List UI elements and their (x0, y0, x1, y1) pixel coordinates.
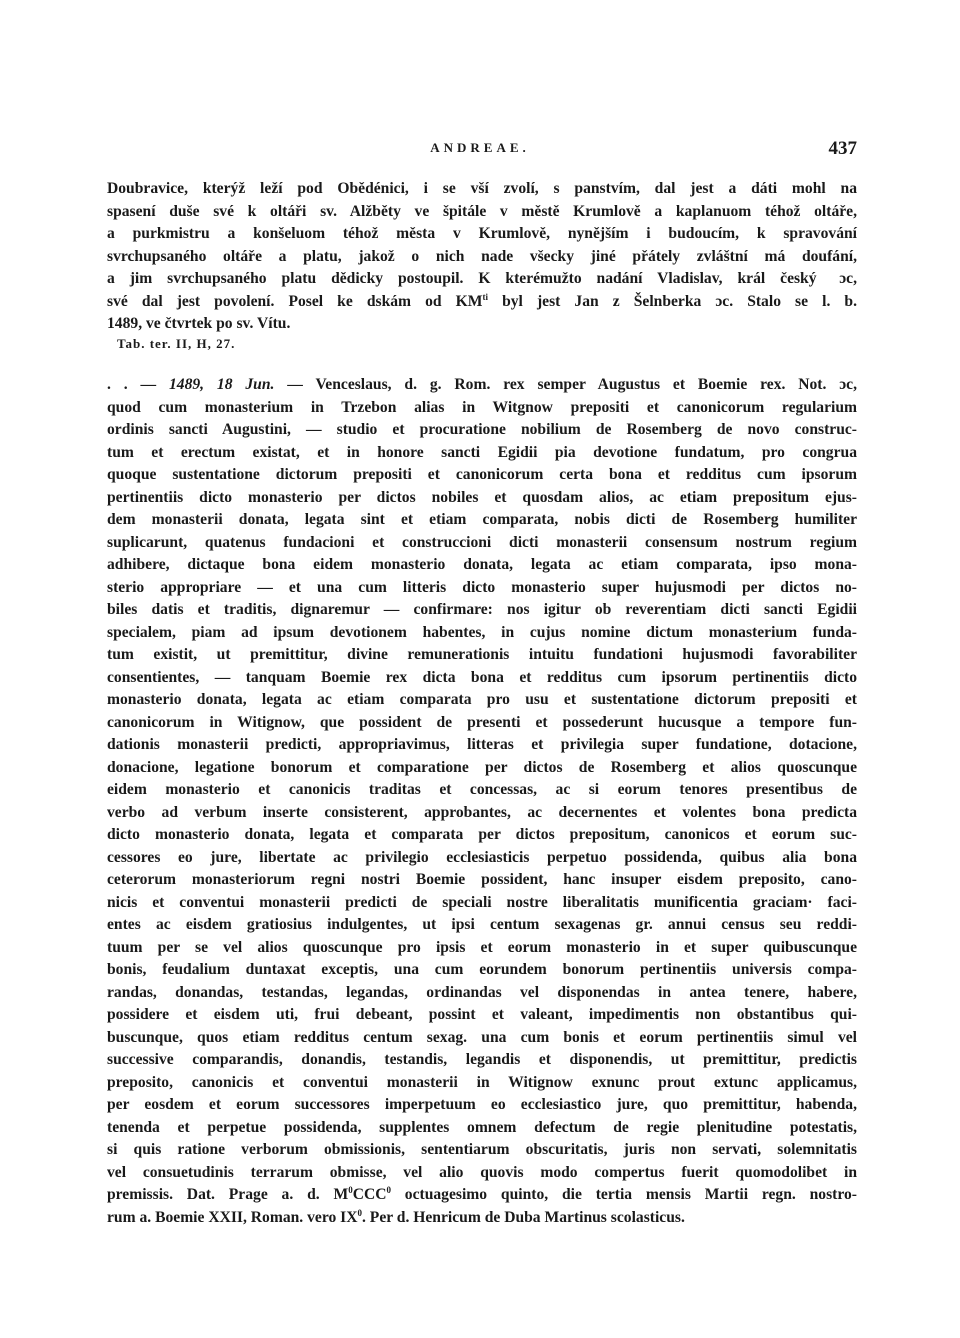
text-line: si quis ratione verborum obmissionis, sententiarum obscuritatis, juris non servati, solemnitatis (107, 1141, 857, 1158)
text-line: biles datis et traditis, dignaremur — confirmare: nos igitur ob reverentiam dicti sancti Egidii (107, 601, 857, 618)
text-line (107, 291, 857, 314)
superscript: 0 (348, 1185, 353, 1195)
text-line: donacione, legatione bonorum et comparatione per dictos de Rosemberg et alios quoscunque (107, 758, 857, 776)
text-line: Doubravice, kterýž leží pod Obědénici, i se vší zvolí, s panstvím, dal jest a dáti mohl na (107, 180, 857, 197)
running-title: ANDREAE. (430, 140, 530, 155)
text-line: preposito, canonicis et conventui monasterii in Witignow exnunc prout extunc applicamus, (107, 1073, 857, 1091)
text-segment: své dal jest povolení. Posel ke dskám od KM (107, 292, 483, 310)
text-line: a jim svrchupsaného platu dědicky postoupil. K kterémužto nadání Vladislav, král český ɔc, (107, 270, 857, 287)
text-line: tum existit, ut premittitur, divine remunerationis intuitu fundationi hujusmodi favorabiliter (107, 646, 857, 663)
text-line: possidere et eisdem uti, frui debeant, possint et valeant, impedimentis non obstantibus qui- (107, 1006, 857, 1023)
text-segment: CCC (352, 1186, 387, 1203)
text-line: pertinentiis dicto monasterio per dictos nobiles et quosdam alios, ac etiam prepositum ejus- (107, 488, 857, 506)
text-line: randas, donandas, testandas, legandas, ordinandas vel disponendas in antea tenere, habere, (107, 983, 857, 1001)
lead-dots: . . — (107, 376, 169, 393)
text-line: eidem monasterio et canonicis traditas et concessas, ac si eorum tenores presentibus de (107, 781, 857, 798)
text-line (107, 374, 857, 397)
text-line: entes ac eisdem gratiosius indulgentes, ut ipsi centum sexagenas gr. annui census seu reddi- (107, 916, 857, 933)
text-line: suplicarunt, quatenus fundacioni et construccioni dicti monasterii consensum nostrum regium (107, 533, 857, 551)
text-line: a purkmistru a konšeluom téhož města v Krumlově, nynějším i budoucím, k spravování (107, 225, 857, 242)
text-line: sterio appropriare — et una cum litteris dicto monasterio super hujusmodi per dictos no- (107, 578, 857, 596)
page-number: 437 (828, 138, 857, 159)
text-line: tenenda et perpetue possidenda, supplentes omnem defectum de regie plenitudine potestatis, (107, 1118, 857, 1136)
text-line: per eosdem et eorum successores imperpetuum eo ecclesiastico jure, quo premittitur, habenda, (107, 1096, 857, 1113)
text-line: nicis et conventui monasterii predicti de speciali nostre liberalitatis munificentia graciam· faci- (107, 893, 857, 911)
superscript: ti (482, 291, 489, 302)
text-line: canonicorum in Witignow, que possident de presenti et possederunt hucusque a tempore fun- (107, 713, 857, 731)
text-line: vel consuetudinis terrarum obmisse, vel alio quovis modo compertus fuerit quomodolibet in (107, 1163, 857, 1181)
text-line: 1489, ve čtvrtek po sv. Vítu. (107, 315, 291, 332)
text-line: ordinis sancti Augustini, — studio et procuratione nobilium de Rosemberg de novo construc- (107, 421, 857, 438)
text-line: ceterorum monasteriorum regni nostri Boemie possident, hanc insuper eisdem preposito, cano- (107, 871, 857, 888)
text-segment: rum a. Boemie XXII, Roman. vero IX (107, 1208, 358, 1226)
text-segment: premissis. Dat. Prage a. d. M (107, 1186, 349, 1203)
text-line: successive comparandis, donandis, testandis, legandis et disponendis, ut premittitur, predictis (107, 1051, 857, 1068)
latin-paragraph (107, 374, 857, 1229)
text-line: verbo ad verbum inserte consisterent, approbantes, ac decernentes et volentes bona predicta (107, 803, 857, 821)
text-line (107, 1184, 857, 1207)
czech-paragraph (107, 178, 857, 336)
text-line: bonis, feudalium duntaxat exceptis, una cum eorundem bonorum pertinentiis universis compa- (107, 961, 857, 978)
text-line: consentientes, — tanquam Boemie rex dicta bona et redditus cum ipsorum pertinentiis dicto (107, 668, 857, 686)
text-line: spasení duše své k oltáři sv. Alžběty ve špitále v městě Krumlově a kaplanuom téhož oltáře, (107, 202, 857, 220)
charter-date: 1489, 18 Jun. (168, 376, 275, 393)
superscript: 0 (386, 1185, 391, 1195)
text-line: quod cum monasterium in Trzebon alias in Witgnow prepositi et canonicorum regularium (107, 398, 857, 416)
text-line: tum et erectum existat, et in honore sancti Egidii pia devotione fundatum, pro congrua (107, 443, 857, 461)
text-line: svrchupsaného oltáře a platu, jakož o nich nade všecky jiné přátely zvláštní má doufání, (107, 247, 857, 265)
text-segment: — Venceslaus, d. g. Rom. rex semper Augustus et Boemie rex. Not. ɔc, (274, 376, 857, 393)
superscript: 0 (357, 1207, 362, 1218)
text-line: monasterio donata, legata ac etiam comparata pro usu et sustentatione dictorum prepositi et (107, 691, 857, 708)
text-segment: octuagesimo quinto, die tertia mensis Martii regn. nostro- (390, 1186, 857, 1203)
archival-reference: Tab. ter. II, H, 27. (117, 336, 236, 351)
text-segment: byl jest Jan z Šelnberka ɔc. Stalo se l. b. (488, 292, 857, 310)
text-segment: . Per d. Henricum de Duba Martinus scolasticus. (362, 1208, 685, 1226)
text-line (107, 1207, 857, 1230)
text-line: tuum per se vel alios quoscunque pro ipsis et eorum monasterio in et super quibuscunque (107, 938, 857, 956)
text-line: adhibere, dictaque bona eidem monasterio donata, legata ac etiam comparata, ipso mona- (107, 556, 857, 573)
text-line: specialem, piam ad ipsum devotionem habentes, in cujus nomine dictum monasterium funda- (107, 623, 857, 641)
text-line: quoque sustentatione dictorum prepositi et canonicorum certa bona et redditus cum ipsorum (107, 466, 857, 483)
text-line: cessores eo jure, libertate ac privilegio ecclesiasticis perpetuo possidenda, quibus alia bona (107, 848, 857, 866)
text-line: dationis monasterii predicti, appropriavimus, litteras et privilegia super fundatione, dotacione, (107, 736, 857, 753)
text-line: dem monasterii donata, legata sint et etiam comparata, nobis dicti de Rosemberg humiliter (107, 511, 857, 528)
text-line: dicto monasterio donata, legata et comparata per dictos prepositum, canonicos et eorum suc- (107, 826, 857, 843)
text-line: buscunque, quos etiam redditus centum sexag. una cum bonis et eorum pertinentiis simul vel (107, 1028, 857, 1046)
